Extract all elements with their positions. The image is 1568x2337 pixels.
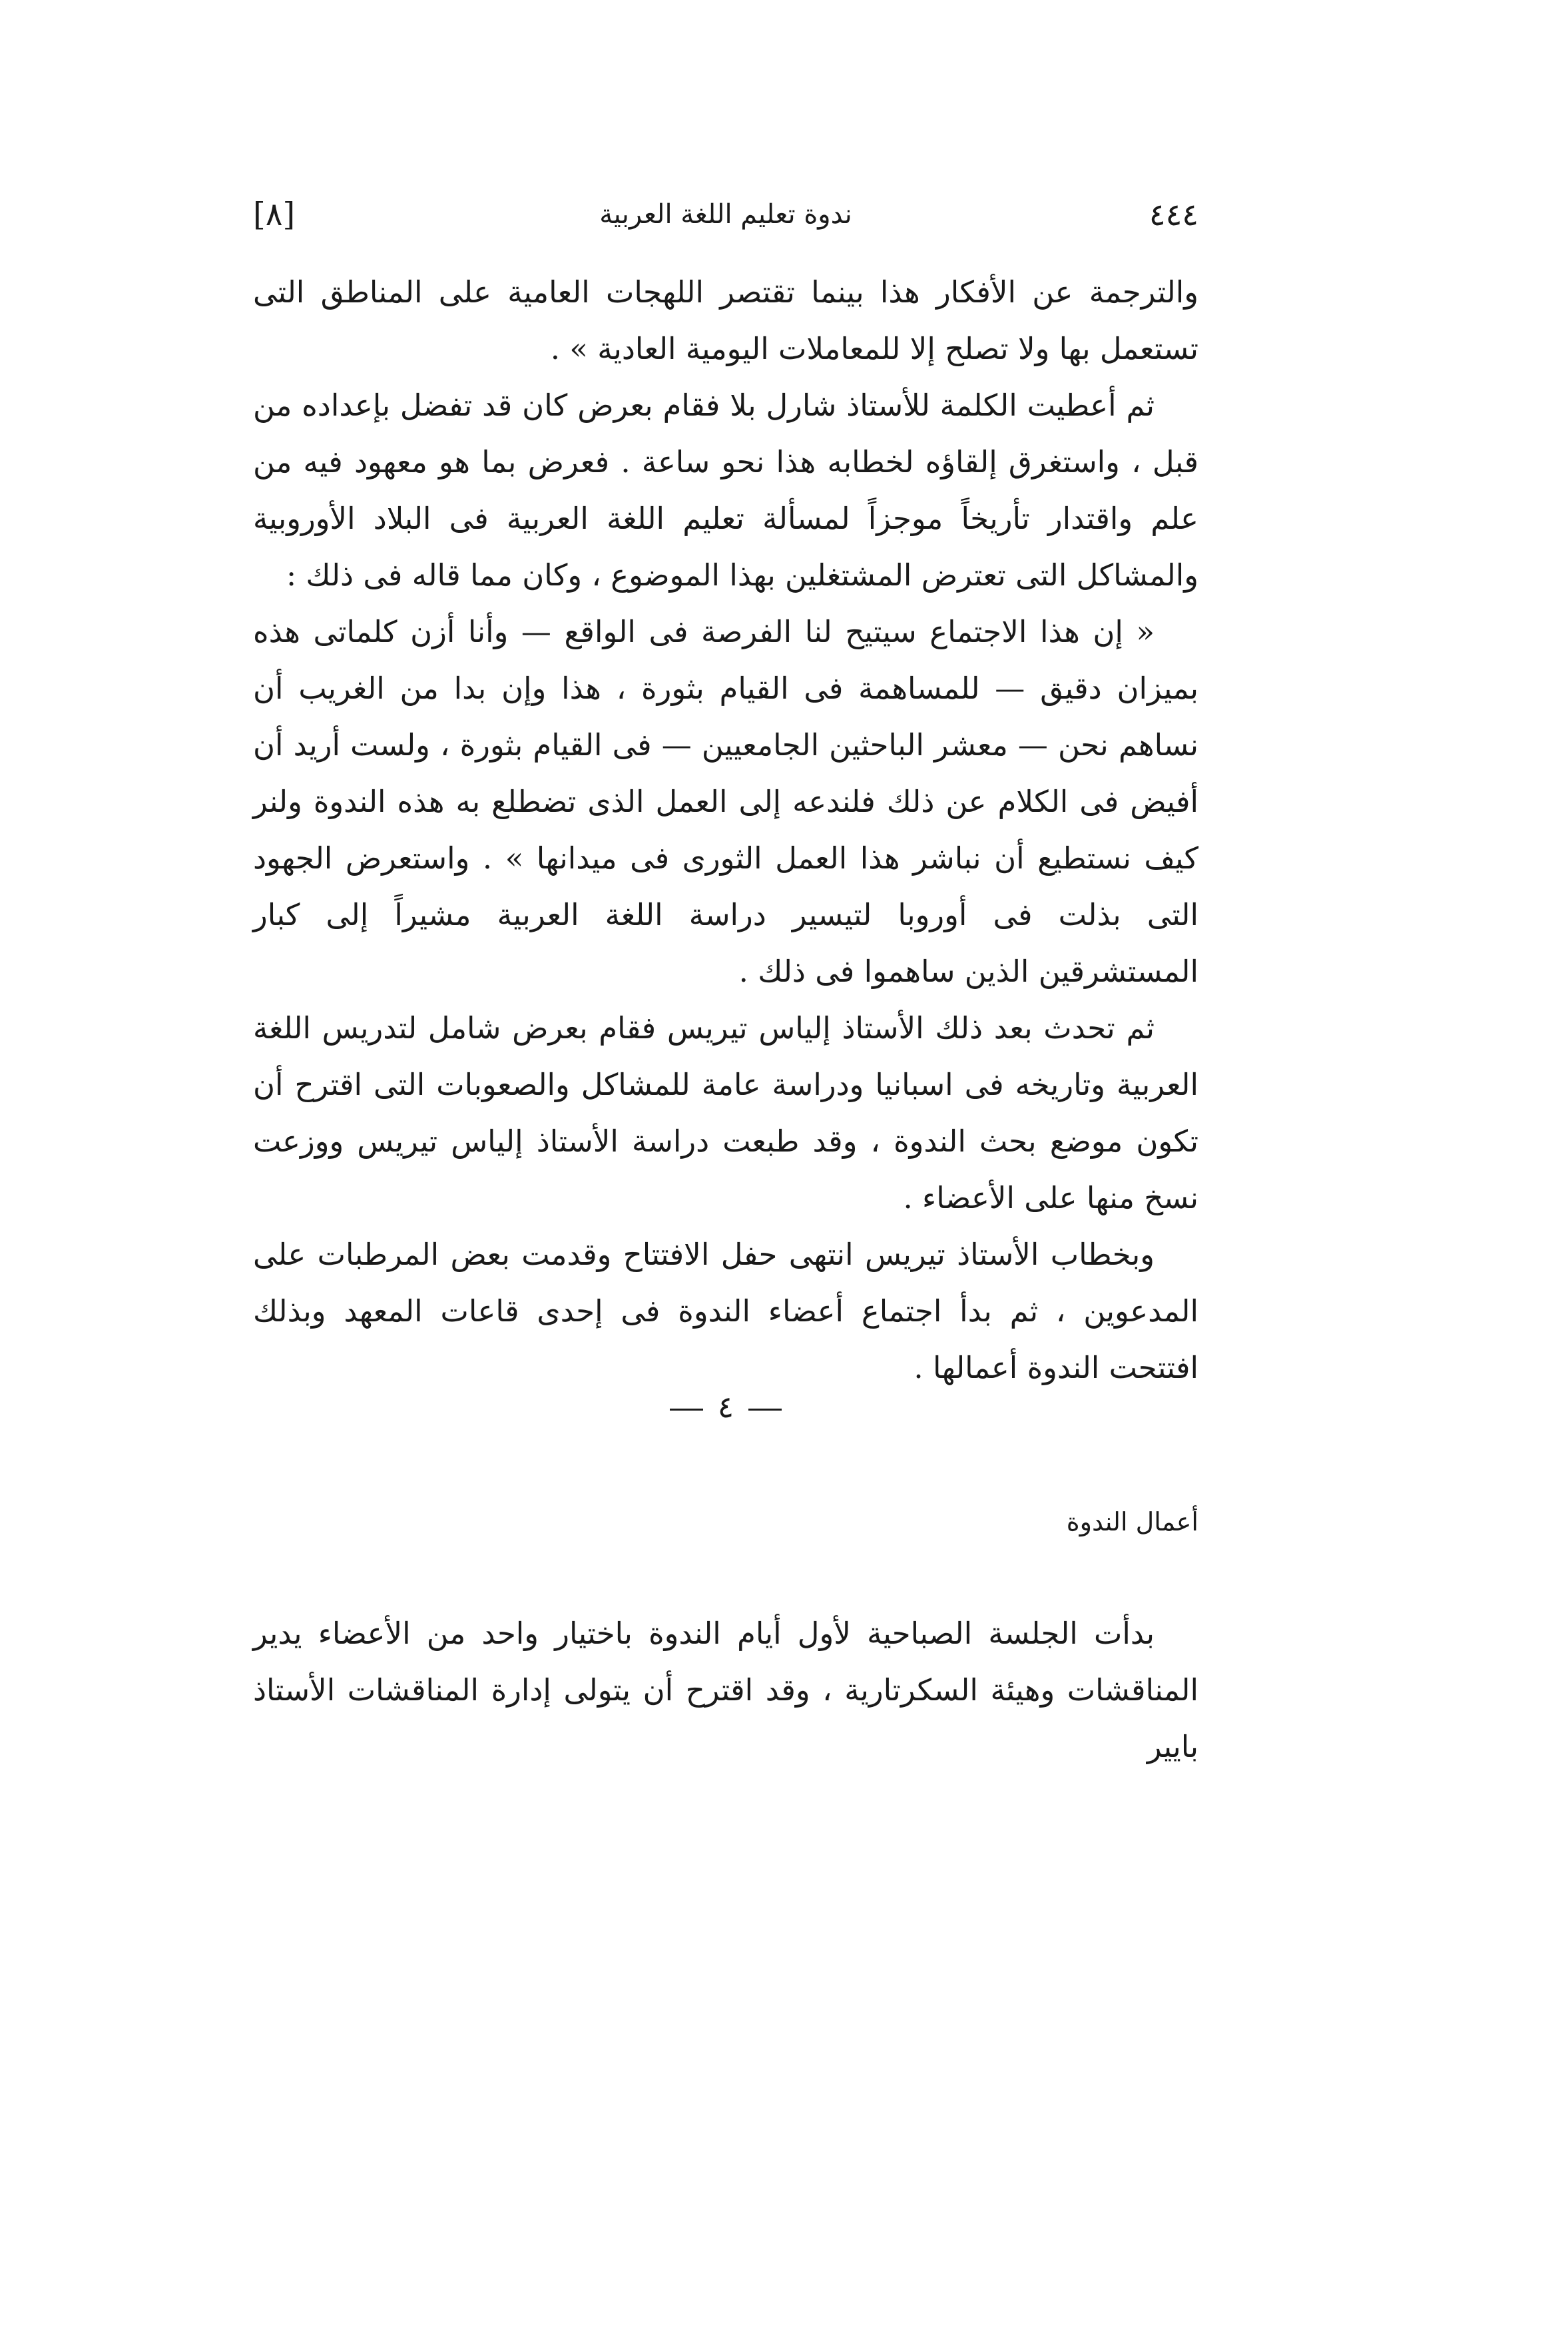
page-number: ٤٤٤: [1149, 196, 1198, 232]
paragraph-1: والترجمة عن الأفكار هذا بينما تقتصر اللهجات العامية على المناطق التى تستعمل بها ولا تصلح إلا للمعاملات اليومية العادية » .: [253, 274, 1198, 366]
body-text-lower: [253, 1605, 1198, 1775]
paragraph-5: وبخطاب الأستاذ تيريس انتهى حفل الافتتاح وقدمت بعض المرطبات على المدعوين ، ثم بدأ اجتماع أعضاء الندوة فى إحدى قاعات المعهد وبذلك افتتحت الندوة أعمالها .: [253, 1237, 1198, 1385]
separator-dash-left: [670, 1409, 703, 1411]
paragraph-2: ثم أعطيت الكلمة للأستاذ شارل بلا فقام بعرض كان قد تفضل بإعداده من قبل ، واستغرق إلقاؤه لخطابه هذا نحو ساعة . فعرض بما هو معهود فيه من علم واقتدار تأريخاً موجزاً لمسألة تعليم اللغة العربية فى البلاد الأوروبية والمشاكل التى تعترض المشتغلين بهذا الموضوع ، وكان مما قاله فى ذلك :: [253, 388, 1198, 593]
paragraph-3: « إن هذا الاجتماع سيتيح لنا الفرصة فى الواقع — وأنا أزن كلماتى هذه بميزان دقيق — للمساهمة فى القيام بثورة ، هذا وإن بدا من الغريب أن نساهم نحن — معشر الباحثين الجامعيين — فى القيام بثورة ، ولست أريد أن أفيض فى الكلام عن ذلك فلندعه إلى العمل الذى تضطلع به هذه الندوة ولنر كيف نستطيع أن نباشر هذا العمل الثورى فى ميدانها » . واستعرض الجهود التى بذلت فى أوروبا لتيسير دراسة اللغة العربية مشيراً إلى كبار المستشرقين الذين ساهموا فى ذلك .: [253, 614, 1198, 989]
separator-dash-right: [748, 1409, 782, 1411]
paragraph-4: ثم تحدث بعد ذلك الأستاذ إلياس تيريس فقام بعرض شامل لتدريس اللغة العربية وتاريخه فى اسبانيا ودراسة عامة للمشاكل والصعوبات التى اقترح أن تكون موضع بحث الندوة ، وقد طبعت دراسة الأستاذ إلياس تيريس ووزعت نسخ منها على الأعضاء .: [253, 1010, 1198, 1215]
running-title: ندوة تعليم اللغة العربية: [599, 199, 852, 230]
section-heading: أعمال الندوة: [1066, 1507, 1198, 1536]
section-paragraph: بدأت الجلسة الصباحية لأول أيام الندوة باختيار واحد من الأعضاء يدير المناقشات وهيئة السكرتارية ، وقد اقترح أن يتولى إدارة المناقشات الأستاذ بايير: [253, 1616, 1198, 1764]
section-number: ٤: [717, 1389, 734, 1425]
section-separator: [253, 1384, 1198, 1431]
body-text-upper: [253, 264, 1198, 1396]
running-header: [253, 188, 1198, 241]
bracket-number: [٨]: [253, 196, 296, 233]
